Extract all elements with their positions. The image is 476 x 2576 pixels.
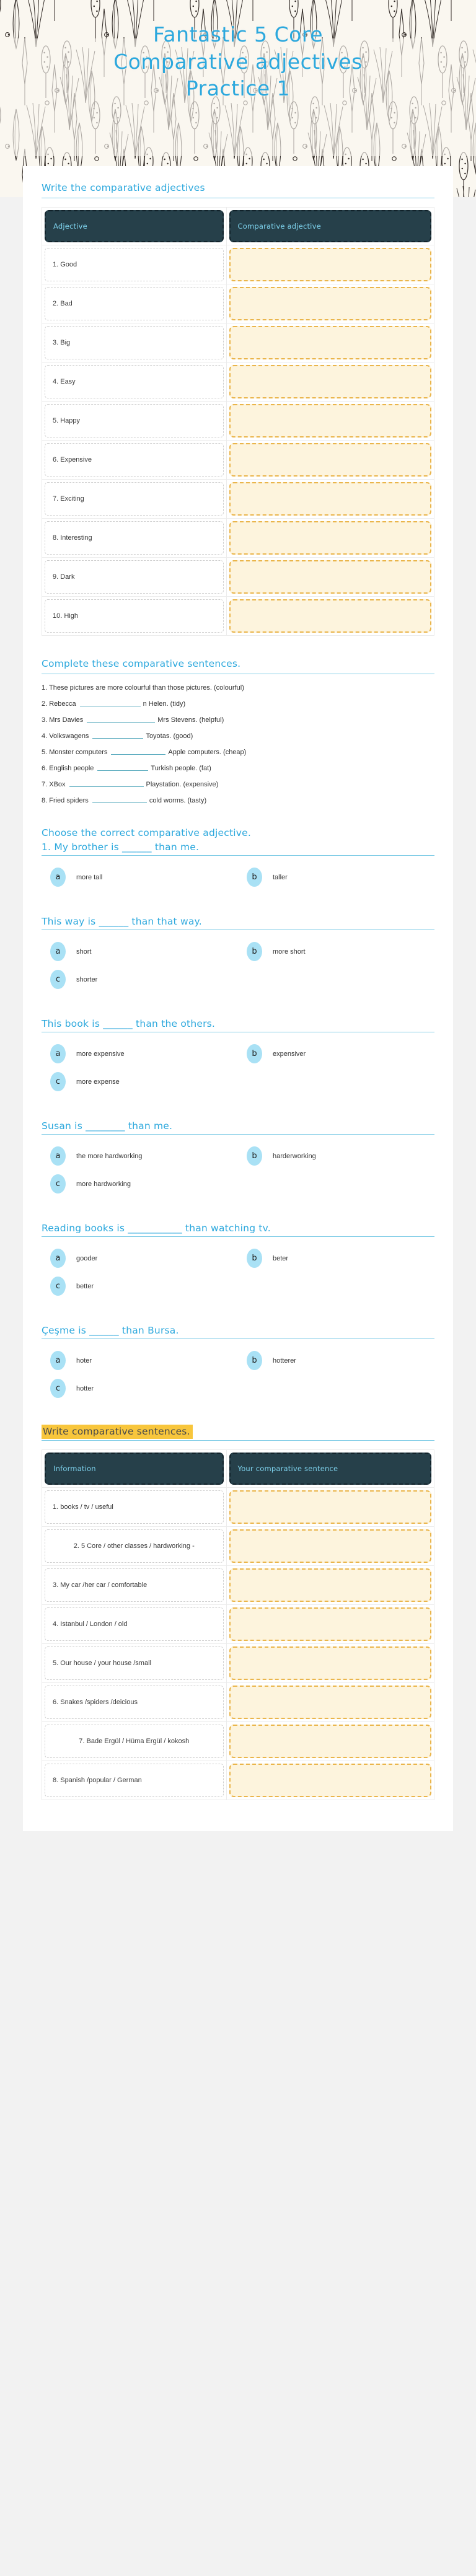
exercise-4-section	[42, 1425, 434, 1800]
answer-cell[interactable]	[226, 1683, 434, 1722]
sentence-answer-box-1[interactable]	[229, 1490, 432, 1524]
option-badge-icon: b	[247, 1249, 262, 1268]
option-badge-icon: a	[50, 1044, 66, 1063]
sentence-item-4	[42, 731, 434, 740]
mc-options-5	[42, 1244, 434, 1300]
sentence-answer-box-8[interactable]	[229, 1764, 432, 1797]
mc-divider-5	[42, 1236, 434, 1237]
mc-question-6	[42, 1325, 434, 1402]
mc-option-4a[interactable]	[42, 1142, 238, 1170]
sentence-item-6	[42, 763, 434, 772]
table-row	[42, 1761, 434, 1800]
prompt-cell	[42, 480, 227, 519]
table-row	[42, 323, 434, 363]
mc-options-3	[42, 1040, 434, 1096]
mc-option-2a[interactable]	[42, 938, 238, 965]
sentence-answer-box-4[interactable]	[229, 1607, 432, 1641]
table-row	[42, 363, 434, 402]
page-title	[0, 21, 476, 102]
sentence-blank-4[interactable]	[92, 731, 143, 739]
answer-cell[interactable]	[226, 1644, 434, 1683]
option-badge-icon: a	[50, 1351, 66, 1370]
sentence-item-5	[42, 747, 434, 756]
answer-cell[interactable]	[226, 1605, 434, 1644]
adjective-label-3: 3. Big	[45, 326, 224, 359]
option-badge-icon: c	[50, 1174, 66, 1193]
info-label-6: 6. Snakes /spiders /deicious	[45, 1686, 224, 1719]
mc-option-5b[interactable]	[238, 1244, 434, 1272]
sentence-prefix-4: 4. Volkswagens	[42, 732, 89, 740]
mc-options-2	[42, 938, 434, 993]
sentence-blank-6[interactable]	[97, 763, 148, 771]
section-gap	[42, 1409, 434, 1425]
prompt-cell	[42, 441, 227, 480]
mc-option-4b[interactable]	[238, 1142, 434, 1170]
mc-gap	[42, 1306, 434, 1325]
option-badge-icon: a	[50, 1249, 66, 1268]
prompt-cell	[42, 1683, 227, 1722]
option-badge-icon: c	[50, 1379, 66, 1398]
table-row	[42, 597, 434, 636]
info-label-1: 1. books / tv / useful	[45, 1490, 224, 1524]
mc-option-4c[interactable]	[42, 1170, 238, 1198]
exercise-3-section	[42, 827, 434, 1402]
sentence-prefix-2: 2. Rebecca	[42, 700, 76, 708]
table-row	[42, 480, 434, 519]
mc-options-1	[42, 863, 434, 891]
answer-box-10[interactable]	[229, 599, 432, 633]
mc-option-6b[interactable]	[238, 1347, 434, 1374]
option-label: more expense	[76, 1078, 120, 1086]
sentence-answer-box-3[interactable]	[229, 1568, 432, 1602]
option-label: short	[76, 947, 92, 956]
mc-gap	[42, 1000, 434, 1018]
table-row	[42, 402, 434, 441]
table-row	[42, 245, 434, 284]
sentence-prefix-5: 5. Monster computers	[42, 749, 108, 756]
answer-box-2[interactable]	[229, 287, 432, 320]
prompt-cell	[42, 323, 227, 363]
prompt-cell	[42, 245, 227, 284]
mc-option-2b[interactable]	[238, 938, 434, 965]
exercise-2-section	[42, 658, 434, 804]
answer-box-8[interactable]	[229, 521, 432, 555]
mc-question-text-4: Susan is ________ than me.	[42, 1120, 173, 1132]
table-row	[42, 519, 434, 558]
option-badge-icon: b	[247, 1146, 262, 1166]
info-label-8: 8. Spanish /popular / German	[45, 1764, 224, 1797]
option-label: shorter	[76, 975, 98, 983]
table-header-cell	[42, 1450, 227, 1488]
answer-box-4[interactable]	[229, 365, 432, 398]
info-label-5: 5. Our house / your house /small	[45, 1646, 224, 1680]
option-label: gooder	[76, 1254, 98, 1262]
exercise-4-divider	[42, 1440, 434, 1441]
prompt-cell	[42, 363, 227, 402]
prompt-cell	[42, 1605, 227, 1644]
mc-question-2	[42, 916, 434, 993]
mc-option-6a[interactable]	[42, 1347, 238, 1374]
mc-option-5c[interactable]	[42, 1272, 238, 1300]
mc-question-4	[42, 1120, 434, 1198]
mc-question-text-1: 1. My brother is ______ than me.	[42, 842, 200, 853]
prompt-cell	[42, 1527, 227, 1566]
answer-cell[interactable]	[226, 363, 434, 402]
option-label: harderworking	[273, 1152, 316, 1160]
column-header-adjective: Adjective	[45, 210, 224, 242]
exercise-1-section	[42, 182, 434, 636]
option-label: more tall	[76, 873, 103, 881]
sentence-blank-3[interactable]	[87, 714, 155, 723]
option-label: hoter	[76, 1356, 92, 1365]
table-header-cell	[226, 1450, 434, 1488]
prompt-cell	[42, 402, 227, 441]
option-label: beter	[273, 1254, 289, 1262]
info-label-7: 7. Bade Ergül / Hüma Ergül / kokosh	[45, 1725, 224, 1758]
answer-cell[interactable]	[226, 1566, 434, 1605]
table-header-row	[42, 1450, 434, 1488]
answer-box-3[interactable]	[229, 326, 432, 359]
mc-question-text-6: Çeşme is ______ than Bursa.	[42, 1325, 179, 1336]
mc-option-3b[interactable]	[238, 1040, 434, 1068]
answer-cell[interactable]	[226, 323, 434, 363]
sentence-suffix-7: Playstation. (expensive)	[146, 781, 219, 788]
mc-gap	[42, 897, 434, 916]
sentence-suffix-6: Turkish people. (fat)	[151, 765, 211, 772]
option-badge-icon: b	[247, 868, 262, 887]
option-label: better	[76, 1282, 94, 1290]
option-label: more short	[273, 947, 306, 956]
mc-question-5	[42, 1223, 434, 1300]
section-gap	[42, 811, 434, 827]
mc-question-text-2: This way is ______ than that way.	[42, 916, 202, 927]
table-row	[42, 1722, 434, 1761]
answer-cell[interactable]	[226, 519, 434, 558]
answer-box-1[interactable]	[229, 248, 432, 281]
adjective-label-7: 7. Exciting	[45, 482, 224, 516]
sentence-item-2	[42, 698, 434, 708]
adjective-label-2: 2. Bad	[45, 287, 224, 320]
adjective-label-4: 4. Easy	[45, 365, 224, 398]
mc-question-text-3: This book is ______ than the others.	[42, 1018, 216, 1029]
option-badge-icon: a	[50, 1146, 66, 1166]
mc-option-5a[interactable]	[42, 1244, 238, 1272]
option-badge-icon: c	[50, 1072, 66, 1091]
sentence-blank-2[interactable]	[80, 698, 141, 706]
exercise-4-heading: Write comparative sentences.	[42, 1425, 193, 1439]
option-label: hotter	[76, 1384, 94, 1392]
adjective-label-1: 1. Good	[45, 248, 224, 281]
mc-divider-4	[42, 1134, 434, 1135]
sentence-answer-box-5[interactable]	[229, 1646, 432, 1680]
option-badge-icon: b	[247, 1351, 262, 1370]
sentence-item-7	[42, 779, 434, 788]
sentence-prefix-7: 7. XBox	[42, 781, 66, 788]
info-label-3: 3. My car /her car / comfortable	[45, 1568, 224, 1602]
answer-box-9[interactable]	[229, 560, 432, 594]
column-header-comparative: Comparative adjective	[229, 210, 432, 242]
answer-cell[interactable]	[226, 597, 434, 636]
table-row	[42, 441, 434, 480]
exercise-2-heading: Complete these comparative sentences.	[42, 658, 241, 669]
page-title-line-1: Fantastic 5 Core	[152, 22, 324, 46]
column-header-your-sentence: Your comparative sentence	[229, 1453, 432, 1485]
answer-cell[interactable]	[226, 480, 434, 519]
sentence-answer-box-6[interactable]	[229, 1686, 432, 1719]
sentence-prefix-6: 6. English people	[42, 765, 94, 772]
option-badge-icon: b	[247, 942, 262, 961]
prompt-cell	[42, 1488, 227, 1527]
prompt-cell	[42, 558, 227, 597]
mc-option-1b[interactable]	[238, 863, 434, 891]
prompt-cell	[42, 1566, 227, 1605]
exercise-1-heading: Write the comparative adjectives	[42, 182, 205, 193]
sentence-suffix-5: Apple computers. (cheap)	[168, 749, 247, 756]
column-header-information: Information	[45, 1453, 224, 1485]
table-row	[42, 284, 434, 323]
mc-option-1a[interactable]	[42, 863, 238, 891]
option-label: the more hardworking	[76, 1152, 143, 1160]
sentence-prefix-8: 8. Fried spiders	[42, 797, 89, 804]
table-header-cell	[226, 208, 434, 245]
mc-question-1	[42, 842, 434, 891]
section-gap	[42, 642, 434, 658]
table-header-cell	[42, 208, 227, 245]
sentence-suffix-2: n Helen. (tidy)	[143, 700, 186, 708]
table-row	[42, 1605, 434, 1644]
sentence-text-1: 1. These pictures are more colourful than those pictures. (colourful)	[42, 684, 244, 692]
info-label-2: 2. 5 Core / other classes / hardworking -	[45, 1529, 224, 1563]
adjective-label-9: 9. Dark	[45, 560, 224, 594]
answer-box-6[interactable]	[229, 443, 432, 477]
answer-cell[interactable]	[226, 1488, 434, 1527]
mc-option-3a[interactable]	[42, 1040, 238, 1068]
prompt-cell	[42, 519, 227, 558]
sentence-suffix-8: cold worms. (tasty)	[149, 797, 207, 804]
option-label: more expensive	[76, 1050, 125, 1058]
sentence-answer-box-7[interactable]	[229, 1725, 432, 1758]
mc-options-6	[42, 1347, 434, 1402]
table-row	[42, 558, 434, 597]
answer-cell[interactable]	[226, 1761, 434, 1800]
answer-cell[interactable]	[226, 284, 434, 323]
adjective-label-8: 8. Interesting	[45, 521, 224, 555]
option-badge-icon: a	[50, 868, 66, 887]
sentence-answer-box-2[interactable]	[229, 1529, 432, 1563]
mc-options-4	[42, 1142, 434, 1198]
answer-box-7[interactable]	[229, 482, 432, 516]
sentence-item-3	[42, 714, 434, 724]
sentence-suffix-4: Toyotas. (good)	[146, 732, 193, 740]
answer-cell[interactable]	[226, 558, 434, 597]
mc-option-6c[interactable]	[42, 1374, 238, 1402]
adjective-label-5: 5. Happy	[45, 404, 224, 437]
exercise-3-heading: Choose the correct comparative adjective.	[42, 827, 251, 838]
sentence-list	[42, 683, 434, 804]
mc-option-3c[interactable]	[42, 1068, 238, 1096]
prompt-cell	[42, 1644, 227, 1683]
sentence-suffix-3: Mrs Stevens. (helpful)	[157, 716, 224, 724]
page-title-line-3: Practice 1	[185, 76, 291, 101]
mc-divider-1	[42, 855, 434, 856]
mc-gap	[42, 1204, 434, 1223]
adjective-label-6: 6. Expensive	[45, 443, 224, 477]
prompt-cell	[42, 1722, 227, 1761]
table-row	[42, 1644, 434, 1683]
answer-cell[interactable]	[226, 441, 434, 480]
mc-option-2c[interactable]	[42, 965, 238, 993]
answer-cell[interactable]	[226, 402, 434, 441]
table-row	[42, 1566, 434, 1605]
info-label-4: 4. Istanbul / London / old	[45, 1607, 224, 1641]
option-label: hotterer	[273, 1356, 296, 1365]
answer-cell[interactable]	[226, 1527, 434, 1566]
mc-question-3	[42, 1018, 434, 1096]
sentence-writing-table	[42, 1449, 434, 1800]
sentence-blank-8[interactable]	[92, 795, 147, 803]
sentence-prefix-3: 3. Mrs Davies	[42, 716, 84, 724]
prompt-cell	[42, 1761, 227, 1800]
prompt-cell	[42, 597, 227, 636]
prompt-cell	[42, 284, 227, 323]
mc-question-text-5: Reading books is ___________ than watching tv.	[42, 1223, 271, 1234]
option-badge-icon: a	[50, 942, 66, 961]
option-badge-icon: b	[247, 1044, 262, 1063]
sentence-item-8	[42, 795, 434, 804]
answer-cell[interactable]	[226, 1722, 434, 1761]
sentence-blank-5[interactable]	[111, 747, 165, 755]
answer-cell[interactable]	[226, 245, 434, 284]
sentence-blank-7[interactable]	[69, 779, 144, 787]
answer-box-5[interactable]	[229, 404, 432, 437]
table-row	[42, 1527, 434, 1566]
table-row	[42, 1488, 434, 1527]
option-badge-icon: c	[50, 1277, 66, 1296]
page-title-line-2: Comparative adjectives	[113, 49, 363, 74]
adjective-table	[42, 207, 434, 636]
option-label: taller	[273, 873, 288, 881]
table-row	[42, 1683, 434, 1722]
worksheet-content-card	[23, 166, 453, 1831]
adjective-label-10: 10. High	[45, 599, 224, 633]
option-label: expensiver	[273, 1050, 306, 1058]
table-header-row	[42, 208, 434, 245]
sentence-item-1	[42, 684, 434, 692]
mc-gap	[42, 1102, 434, 1120]
option-label: more hardworking	[76, 1180, 131, 1188]
option-badge-icon: c	[50, 970, 66, 989]
